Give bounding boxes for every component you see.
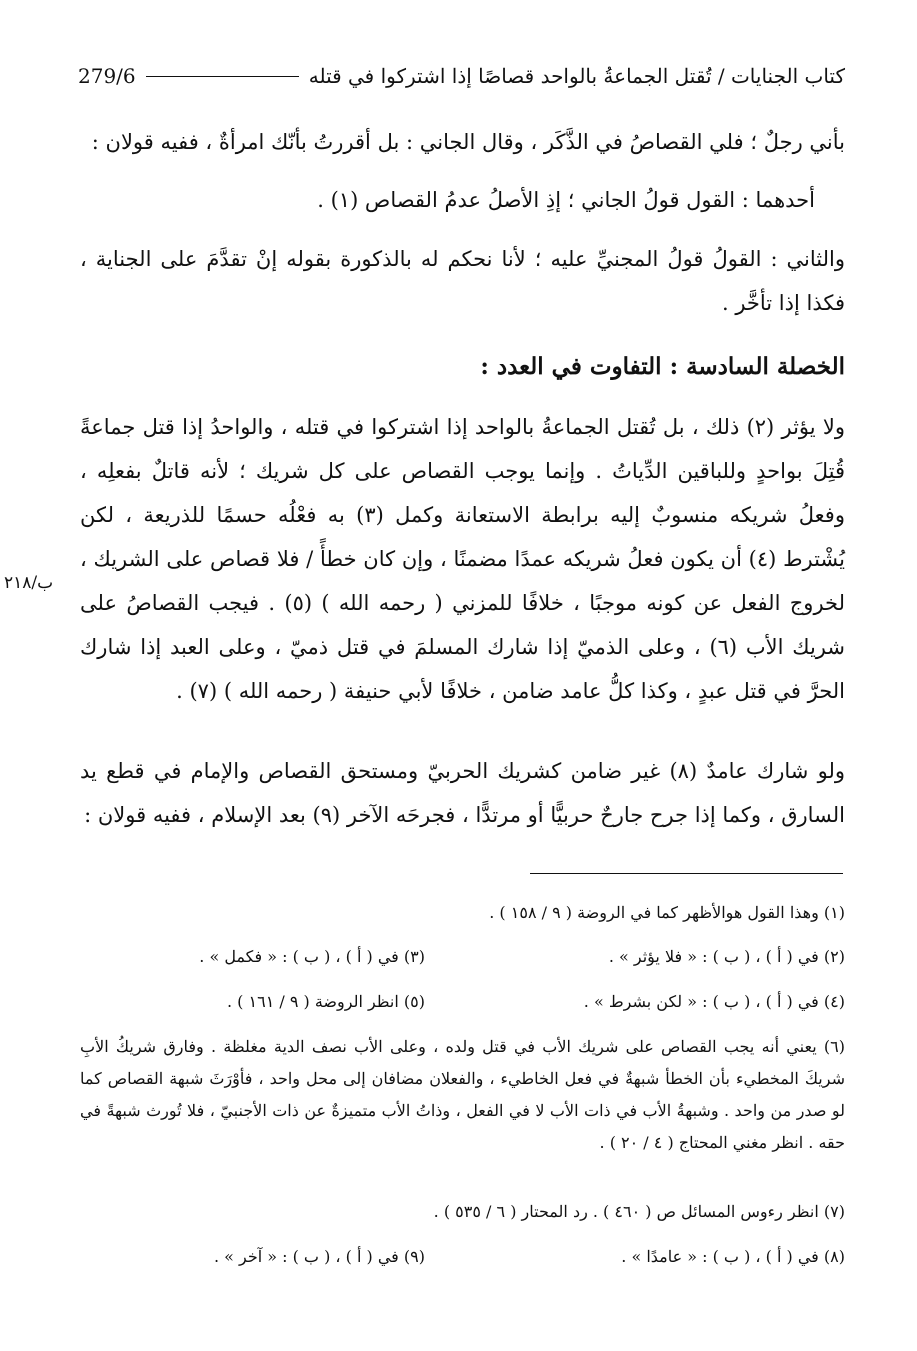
paragraph-5: ولو شارك عامدٌ (٨) غير ضامن كشريك الحربيّ ومستحق القصاص والإمام في قطع يد السارق ، وكما إذا جرح جارحٌ حربيًّا أو مرتدًّا ، فجرحَه الآخر (٩) بعد الإسلام ، ففيه قولان :	[80, 759, 845, 827]
footnote-1: (١) وهذا القول هوالأظهر كما في الروضة ( ٩ / ١٥٨ ) .	[489, 903, 845, 922]
footnote-row-8-9	[80, 1240, 845, 1274]
footnote-8: (٨) في ( أ ) ، ( ب ) : « عامدًا » .	[621, 1247, 845, 1266]
header-title: كتاب الجنايات / تُقتل الجماعةُ بالواحد قصاصًا إذا اشتركوا في قتله	[308, 64, 845, 88]
footnote-3: (٣) في ( أ ) ، ( ب ) : « فكمل » .	[199, 947, 425, 966]
header-rule	[146, 76, 299, 77]
footnote-6: (٦) يعني أنه يجب القصاص على شريك الأب في قتل ولده ، وعلى الأب نصف الدية مغلظة . وفارق شريكُ الأبِ شريكَ المخطيء بأن الخطأ شبهةٌ في فعل الخاطيء ، والفعلان مضافان إلى محل واحد ، فأوْرَثَ شبهة القصاص كما لو صدر من واحد . وشبهةُ الأب في ذات الأب لا في الفعل ، وذاتُ الأب متميزةٌ عن ذات الأجنبيّ ، فلا تُورث شبهةً في حقه . انظر مغني المحتاج ( ٤ / ٢٠ ) .	[80, 1037, 845, 1152]
paragraph-1: بأني رجلٌ ؛ فلي القصاصُ في الذَّكَر ، وقال الجاني : بل أقررتُ بأنّك امرأةٌ ، ففيه قولان :	[91, 130, 845, 154]
page-number: 279/6	[78, 64, 136, 88]
paragraph-2: أحدهما : القول قولُ الجاني ؛ إذِ الأصلُ عدمُ القصاص (١) .	[317, 188, 815, 212]
footnote-5: (٥) انظر الروضة ( ٩ / ١٦١ ) .	[227, 992, 425, 1011]
footnote-9: (٩) في ( أ ) ، ( ب ) : « آخر » .	[213, 1247, 425, 1266]
running-header	[78, 58, 845, 94]
manuscript-folio-note: ۲۱۸/ب	[4, 573, 54, 593]
footnote-separator	[530, 873, 843, 874]
paragraph-3: والثاني : القولُ قولُ المجنيِّ عليه ؛ لأنا نحكم له بالذكورة بقوله إنْ تقدَّمَ على الجناية ، فكذا إذا تأخَّر .	[80, 247, 845, 315]
footnote-2: (٢) في ( أ ) ، ( ب ) : « فلا يؤثر » .	[608, 947, 845, 966]
section-heading: الخصلة السادسة : التفاوت في العدد :	[480, 353, 845, 380]
footnote-row-4-5	[80, 985, 845, 1019]
footnote-row-2-3	[80, 940, 845, 974]
footnote-7: (٧) انظر رءوس المسائل ص ( ٤٦٠ ) . رد المحتار ( ٦ / ٥٣٥ ) .	[433, 1202, 845, 1221]
paragraph-4: ولا يؤثر (٢) ذلك ، بل تُقتل الجماعةُ بالواحد إذا اشتركوا في قتله ، والواحدُ إذا قتل جماعةً قُتِلَ بواحدٍ وللباقين الدِّياتُ . وإنما يوجب القصاص على كل شريك ؛ لأنه قاتلٌ بفعلِه ، وفعلُ شريكه منسوبٌ إليه برابطة الاستعانة وكمل (٣) به فعْلُه حسمًا للذريعة ، لكن يُشْترط (٤) أن يكون فعلُ شريكه عمدًا مضمنًا ، وإن كان خطأً / فلا قصاص على الشريك ، لخروج الفعل عن كونه موجبًا ، خلافًا للمزني ( رحمه الله ) (٥) . فيجب القصاصُ على شريك الأب (٦) ، وعلى الذميّ إذا شارك المسلمَ في قتل ذميّ ، وعلى العبد إذا شارك الحرَّ في قتل عبدٍ ، وكذا كلُّ عامد ضامن ، خلافًا لأبي حنيفة ( رحمه الله ) (٧) .	[80, 415, 845, 703]
footnote-4: (٤) في ( أ ) ، ( ب ) : « لكن بشرط » .	[583, 992, 845, 1011]
